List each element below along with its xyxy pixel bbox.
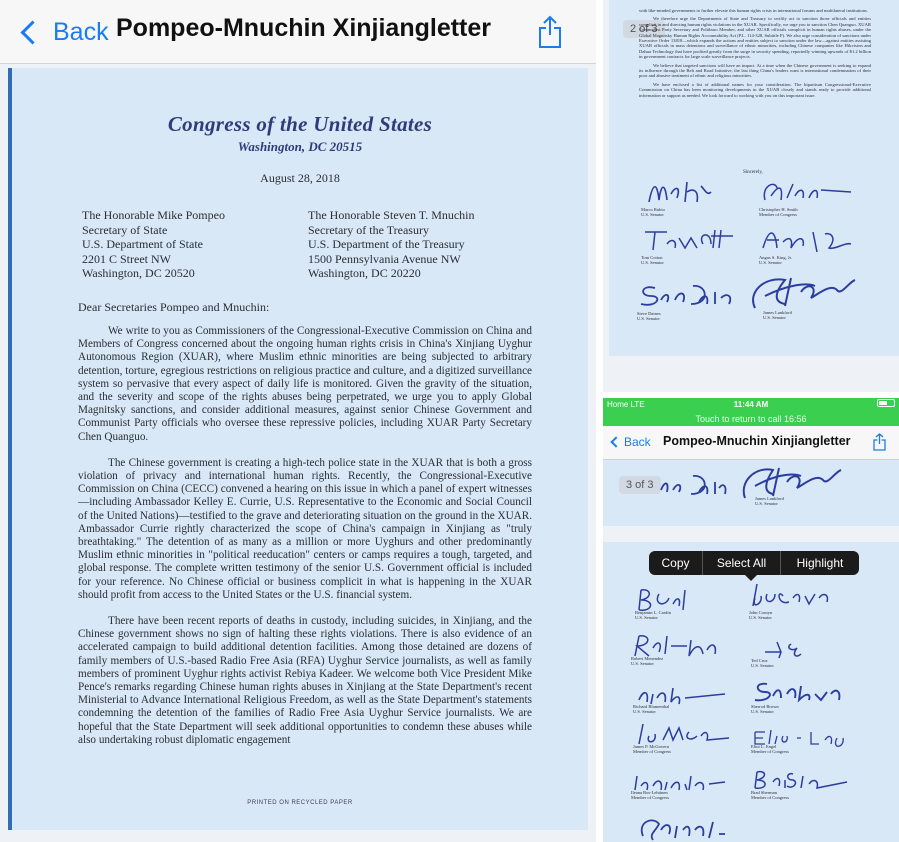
signer-name: James P. McGovern (633, 744, 669, 749)
letterhead-title: Congress of the United States (167, 112, 433, 136)
signer-title: U.S. Senator (751, 663, 774, 668)
letterhead-city: Washington, DC 20515 (237, 139, 363, 154)
paragraph: There have been recent reports of deaths in custody, including suicides, in Xinjiang, and the Chinese government shows no sign of halting these rights violations. There is also evidence of an accelerated campaign to build additional detention facilities. Among those detained are dozens of family members of U.S.-based Radio Free Asia (RFA) Uyghur Service journalists, as well as family members of prominent Uyghur rights activist Rebiya Kadeer. We welcome both Vice President Mike Pence's remarks regarding Chinese human rights abuses in Xinjiang at the State Department's recent Ministerial to Advance International Religious Freedom, as well as the State Department's statements condemning the detention of the families of Radio Free Asia Uyghur Service journalists. We are hopeful that the State Department will seek additional opportunities to condemn these abuses while also undertaking robust diplomatic engagement (78, 615, 532, 746)
handwritten-signature (759, 224, 859, 254)
paragraph: We have enclosed a list of additional names for your consideration. The bipartisan Congressional-Executive Commission on China has been monitoring developments in the XUAR closely and stands ready to provide additional information or support as needed. We look forward to working with you on this important issue. (639, 81, 871, 98)
signature-king (759, 224, 859, 264)
recycled-paper-footer: PRINTED ON RECYCLED PAPER (247, 800, 353, 806)
signer-name: Tom Cotton (641, 255, 663, 260)
address-line: U.S. Department of the Treasury (308, 237, 465, 251)
signature-lankford (745, 272, 845, 320)
nav-bar (603, 426, 899, 460)
letter-page-1 (8, 68, 588, 830)
signer-title: Member of Congress (633, 749, 671, 754)
page-indicator: 2 of 3 (623, 20, 665, 38)
address-line: Washington, DC 20220 (308, 266, 421, 280)
signer-title: U.S. Senator (641, 212, 664, 217)
letter-date: August 28, 2018 (260, 171, 340, 185)
signer-name: Sherrod Brown (751, 704, 779, 709)
back-label: Back (53, 17, 109, 46)
letter-page-2 (609, 0, 899, 356)
signer-title: U.S. Senator (633, 709, 656, 714)
signer-title: Member of Congress (751, 795, 789, 800)
signer-title: Member of Congress (751, 749, 789, 754)
page-separator (603, 526, 899, 542)
signature-lankford-partial (737, 462, 847, 512)
handwritten-signature (641, 224, 741, 254)
copy-menu-item[interactable]: Copy (649, 551, 703, 575)
address-line: 2201 C Street NW (82, 251, 171, 266)
paragraph: with like-minded governments to further elevate this human rights crisis in international forums and multilateral institutions. (639, 8, 868, 13)
signer-name: Ted Cruz (751, 658, 768, 663)
signer-title: U.S. Senator (635, 615, 658, 620)
back-button[interactable] (612, 435, 651, 449)
address-line: Secretary of State (82, 222, 168, 237)
signature-cotton (641, 224, 741, 264)
chevron-left-icon (20, 20, 44, 44)
signer-name: Christopher H. Smith (759, 207, 798, 212)
address-line: The Honorable Mike Pompeo (82, 208, 225, 222)
page-indicator: 3 of 3 (619, 476, 661, 494)
signer-name: Ileana Ros-Lehtinen (631, 790, 668, 795)
document-title: Pompeo-Mnuchin Xinjiangletter (663, 434, 851, 448)
return-to-call-banner[interactable]: Touch to return to call 16:56 (603, 412, 899, 426)
closing: Sincerely, (743, 170, 763, 175)
signer-title: Member of Congress (759, 212, 797, 217)
signature-brown (751, 676, 851, 716)
signer-name: Eliot L. Engel (751, 744, 777, 749)
page-2-body (639, 8, 871, 101)
signature-mcgovern (633, 718, 733, 758)
signature-daines (637, 280, 737, 320)
address-line: The Honorable Steven T. Mnuchin (308, 208, 475, 222)
status-bar (603, 398, 899, 412)
chevron-left-icon (610, 436, 621, 447)
address-line: Secretary of the Treasury (308, 222, 429, 237)
signature-cruz (751, 632, 851, 672)
address-line: U.S. Department of State (82, 237, 203, 251)
addressee-mnuchin (308, 208, 475, 281)
paragraph: We write to you as Commissioners of the Congressional-Executive Commission on China and Members of Congress concerned about the ongoing human rights crisis in China's Xinjiang Uyghur Autonomous Region (XUAR), where Muslim ethnic minorities are being subjected to arbitrary detention, torture, egregious restrictions on religious practice and culture, and a digitized surveillance system so pervasive that every aspect of daily life is monitored. Given the gravity of the situation, and the severity and scope of the rights abuses being perpetrated, we urge you to apply Global Magnitsky sanctions, and consider additional measures, against senior Chinese Government and Communist Party officials who oversee these repressive policies, including XUAR Party Secretary Chen Quanguo. (78, 325, 532, 443)
signer-name: Richard Blumenthal (633, 704, 670, 709)
handwritten-signature-partial (633, 812, 743, 842)
signer-name: Benjamin L. Cardin (635, 610, 671, 615)
signer-name: James Lankford (755, 496, 784, 501)
share-icon[interactable] (537, 15, 563, 49)
handwritten-signature (751, 676, 851, 706)
signer-name: Marco Rubio (641, 207, 665, 212)
signature-engel (751, 722, 851, 762)
share-icon[interactable] (873, 433, 886, 451)
signer-title: U.S. Senator (751, 709, 774, 714)
handwritten-signature (749, 580, 859, 610)
signature-menendez (631, 630, 731, 670)
status-time: 11:44 AM (733, 400, 769, 409)
signer-title: U.S. Senator (759, 260, 782, 265)
signature-cardin (635, 584, 735, 624)
signer-name: Brad Sherman (751, 790, 777, 795)
signature-sherman (751, 766, 851, 806)
carrier-label: Home LTE (607, 400, 645, 409)
signer-title: U.S. Senator (763, 315, 786, 320)
signature-blumenthal (633, 680, 733, 720)
signer-title: U.S. Senator (631, 661, 654, 666)
handwritten-signature (659, 470, 729, 498)
signer-title: U.S. Senator (637, 316, 660, 321)
signer-title: U.S. Senator (755, 501, 778, 506)
signature-cornyn (749, 580, 849, 620)
signer-name: John Cornyn (749, 610, 773, 615)
page-2-view (603, 0, 899, 392)
address-line: Washington, DC 20520 (82, 266, 195, 280)
letter-body (78, 325, 532, 760)
signer-name: James Lankford (763, 310, 792, 315)
nav-bar (0, 0, 596, 64)
handwritten-signature (737, 462, 847, 502)
document-title: Pompeo-Mnuchin Xinjiangletter (116, 14, 492, 42)
signature-rubio (641, 176, 741, 216)
signature-smith (759, 176, 859, 216)
signer-title: U.S. Senator (641, 260, 664, 265)
signature-ros-lehtinen (631, 768, 731, 808)
letterhead (12, 112, 588, 155)
handwritten-signature (745, 272, 865, 312)
salutation: Dear Secretaries Pompeo and Mnuchin: (78, 300, 270, 314)
addressee-pompeo (82, 208, 225, 281)
handwritten-signature (759, 176, 859, 206)
signer-title: U.S. Senator (749, 615, 772, 620)
handwritten-signature (637, 280, 737, 310)
page-3-view (603, 398, 899, 842)
text-selection-menu (649, 551, 859, 575)
handwritten-signature (641, 176, 741, 206)
signer-name: Steve Daines (637, 311, 661, 316)
highlight-menu-item[interactable]: Highlight (796, 556, 844, 570)
signer-name: Robert Menendez (631, 656, 664, 661)
address-line: 1500 Pennsylvania Avenue NW (308, 251, 461, 266)
signer-title: Member of Congress (631, 795, 669, 800)
paragraph: The Chinese government is creating a high-tech police state in the XUAR that is both a gross violation of privacy and international human rights. Recently, the Congressional-Executive Commission on China (CECC) convened a hearing on this issue in which a panel of expert witnesses—including Ambassador Kelley E. Currie, U.S. Representative to the Economic and Social Council of the United Nations)—testified to the grave and deteriorating situation on the ground in the XUAR. Ambassador Currie rightly characterized the scope of China's campaign in Xinjiang as "truly breathtaking." The detention of as many as a million or more Uyghurs and other predominantly Muslim ethnic minorities in "political reeducation" centers or camps requires a tough, targeted, and global response. The complete written testimony of the senior U.S. Government official is included for your reference. No Chinese official or business complicit in what is happening in the XUAR should profit from access to the United States or the U.S. financial system. (78, 456, 532, 601)
paragraph: We therefore urge the Departments of State and Treasury to swiftly act to sanction those officials and entities complicit in and directing human rights violations in the XUAR. Specifically, we urge you to sanction Chen Quanguo, XUAR Communist Party Secretary and Politburo Member, and other XUAR officials complicit in human rights abuses, under the Global Magnitsky Human Rights Accountability Act (P.L. 114-328, Subtitle F). We also urge consideration of sanctions under Executive Order 13818—which expands the actions and entities subject to sanction under the law—against entities assisting XUAR officials in mass detentions and surveillance of ethnic minorities, including Chinese companies like Hikvision and Dahua Technology that have profited greatly from the surge in security spending, reportedly winning upwards of $1.2 billion in government contracts for large scale surveillance projects. (639, 16, 871, 60)
signer-name: Angus S. King, Jr. (759, 255, 793, 260)
select-all-menu-item[interactable]: Select All (703, 551, 781, 575)
battery-icon (877, 399, 895, 407)
back-label: Back (624, 435, 651, 449)
paragraph: We believe that targeted sanctions will have an impact. At a time when the Chinese government is seeking to expand its influence through the Belt and Road Initiative, the last thing China's leaders want is international condemnation of their poor and abusive treatment of ethnic and religious minorities. (639, 62, 871, 79)
back-button[interactable] (14, 15, 109, 49)
